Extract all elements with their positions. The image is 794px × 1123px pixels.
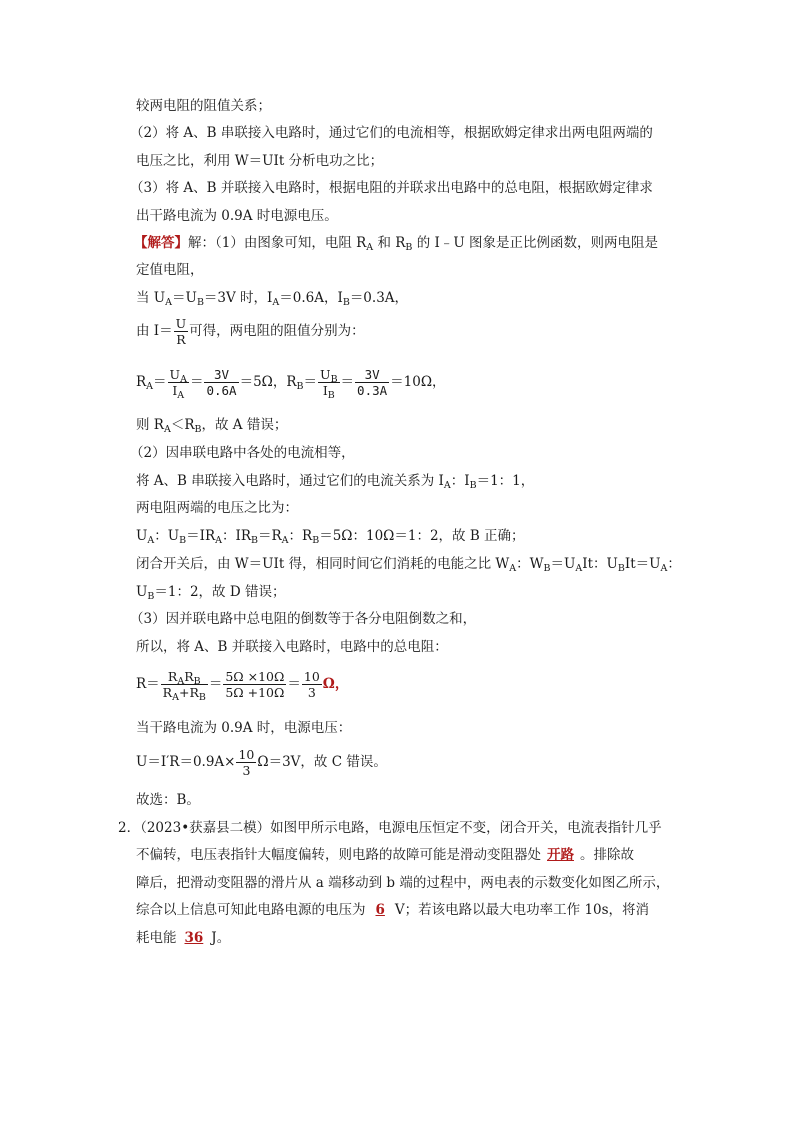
solution-line-13: （3）因并联电路中总电阻的倒数等于各分电阻倒数之和，: [130, 611, 477, 627]
question-2-line-2: 不偏转，电压表指针大幅度偏转，则电路的故障可能是滑动变阻器处 开路 。排除故: [136, 847, 634, 863]
solution-line-1: 【解答】解：（1）由图象可知，电阻 $R_A$ 和 $R_B$ 的 I﹣U 图象是正比例函数，则两电阻是: [134, 235, 658, 253]
fraction-3v-over-06a: $\frac{3V}{0.6A}$: [206, 367, 237, 398]
fraction-values: $\frac{5\Omega \times 10\Omega}{5\Omega +10\Omega}$: [225, 669, 285, 700]
solution-line-12: $U_B=1$：2，故 D 错误；: [136, 584, 286, 602]
analysis-line-2: （2）将 A、B 串联接入电路时，通过它们的电流相等，根据欧姆定律求出两电阻两端的: [130, 125, 653, 141]
solution-line-17: U＝I′R＝0.9A× $\frac{10}{3}$ Ω＝3V，故 C 错误。: [136, 747, 387, 778]
answer-blank-3: 36: [184, 930, 204, 946]
solution-line-11: 闭合开关后，由 W＝UIt 得，相同时间它们消耗的电能之比 $W_A$：$W_B=U_AIt$：$U_BIt=U_A$：: [136, 556, 681, 574]
solution-line-2: 定值电阻，: [136, 262, 204, 278]
solution-line-15: R＝ $\frac{R_AR_B}{R_A+R_B}$ ＝ $\frac{5\Omega \times 10\Omega}{5\Omega +10\Omega}$ ＝ $\frac{10}{3}$ Ω，: [136, 669, 349, 703]
solution-line-8: 将 A、B 串联接入电路时，通过它们的电流关系为 $I_A$：$I_B=1$：1，: [136, 473, 535, 491]
analysis-line-4: （3）将 A、B 并联接入电路时，根据电阻的并联求出电路中的总电阻，根据欧姆定律求: [130, 180, 653, 196]
fraction-u-over-r: $\frac{U}{R}$: [175, 316, 187, 347]
question-2-line-1: 2．（2023•获嘉县二模）如图甲所示电路，电源电压恒定不变，闭合开关，电流表指针几乎: [118, 820, 662, 836]
solution-line-3: 当 $U_A=U_B=3V$ 时，$I_A=0.6A$，$I_B=0.3A$，: [136, 290, 409, 308]
solution-line-4: 由 I＝ $\frac{U}{R}$ 可得，两电阻的阻值分别为：: [136, 316, 365, 347]
fraction-parallel-resistance: $\frac{R_AR_B}{R_A+R_B}$: [162, 669, 206, 703]
solution-line-16: 当干路电流为 0.9A 时，电源电压：: [136, 720, 352, 736]
solution-line-18: 故选：B。: [136, 792, 200, 808]
fraction-ten-thirds-2: $\frac{10}{3}$: [238, 747, 255, 778]
solution-line-9: 两电阻两端的电压之比为：: [136, 500, 298, 516]
fraction-ub-over-ib: $\frac{U_B}{I_B}$: [320, 367, 338, 401]
answer-tag: 【解答】: [134, 235, 188, 251]
analysis-line-3: 电压之比，利用 W＝UIt 分析电功之比；: [136, 153, 384, 169]
answer-blank-2: 6: [375, 902, 385, 918]
solution-line-6: 则 $R_A<R_B$，故 A 错误；: [136, 417, 288, 435]
fraction-ten-thirds: $\frac{10}{3}$: [303, 669, 320, 700]
answer-blank-1: 开路: [547, 847, 574, 863]
analysis-line-5: 出干路电流为 0.9A 时电源电压。: [136, 208, 338, 224]
fraction-ua-over-ia: $\frac{U_A}{I_A}$: [169, 367, 187, 401]
question-number: 2．: [118, 820, 141, 836]
analysis-line-1: 较两电阻的阻值关系；: [136, 98, 271, 114]
question-2-line-3: 障后，把滑动变阻器的滑片从 a 端移动到 b 端的过程中，两电表的示数变化如图乙所示，: [136, 875, 670, 891]
question-2-line-4: 综合以上信息可知此电路电源的电压为 6 V；若该电路以最大电功率工作 10s，将消: [136, 902, 650, 918]
solution-line-5: $R_A=$ $\frac{U_A}{I_A}$ ＝ $\frac{3V}{0.6A}$ ＝5Ω，$R_B=$ $\frac{U_B}{I_B}$ ＝ $\frac{3V}{0.3A}$ ＝10Ω，: [136, 367, 446, 401]
solution-line-10: $U_A$：$U_B=IR_A$：$IR_B=R_A$：$R_B=5\Omega$：10Ω＝1：2，故 B 正确；: [136, 528, 525, 546]
fraction-3v-over-03a: $\frac{3V}{0.3A}$: [357, 367, 388, 398]
solution-line-7: （2）因串联电路中各处的电流相等，: [130, 445, 355, 461]
question-2-line-5: 耗电能 36 J。: [136, 930, 231, 946]
solution-line-14: 所以，将 A、B 并联接入电路时，电路中的总电阻：: [136, 639, 448, 655]
